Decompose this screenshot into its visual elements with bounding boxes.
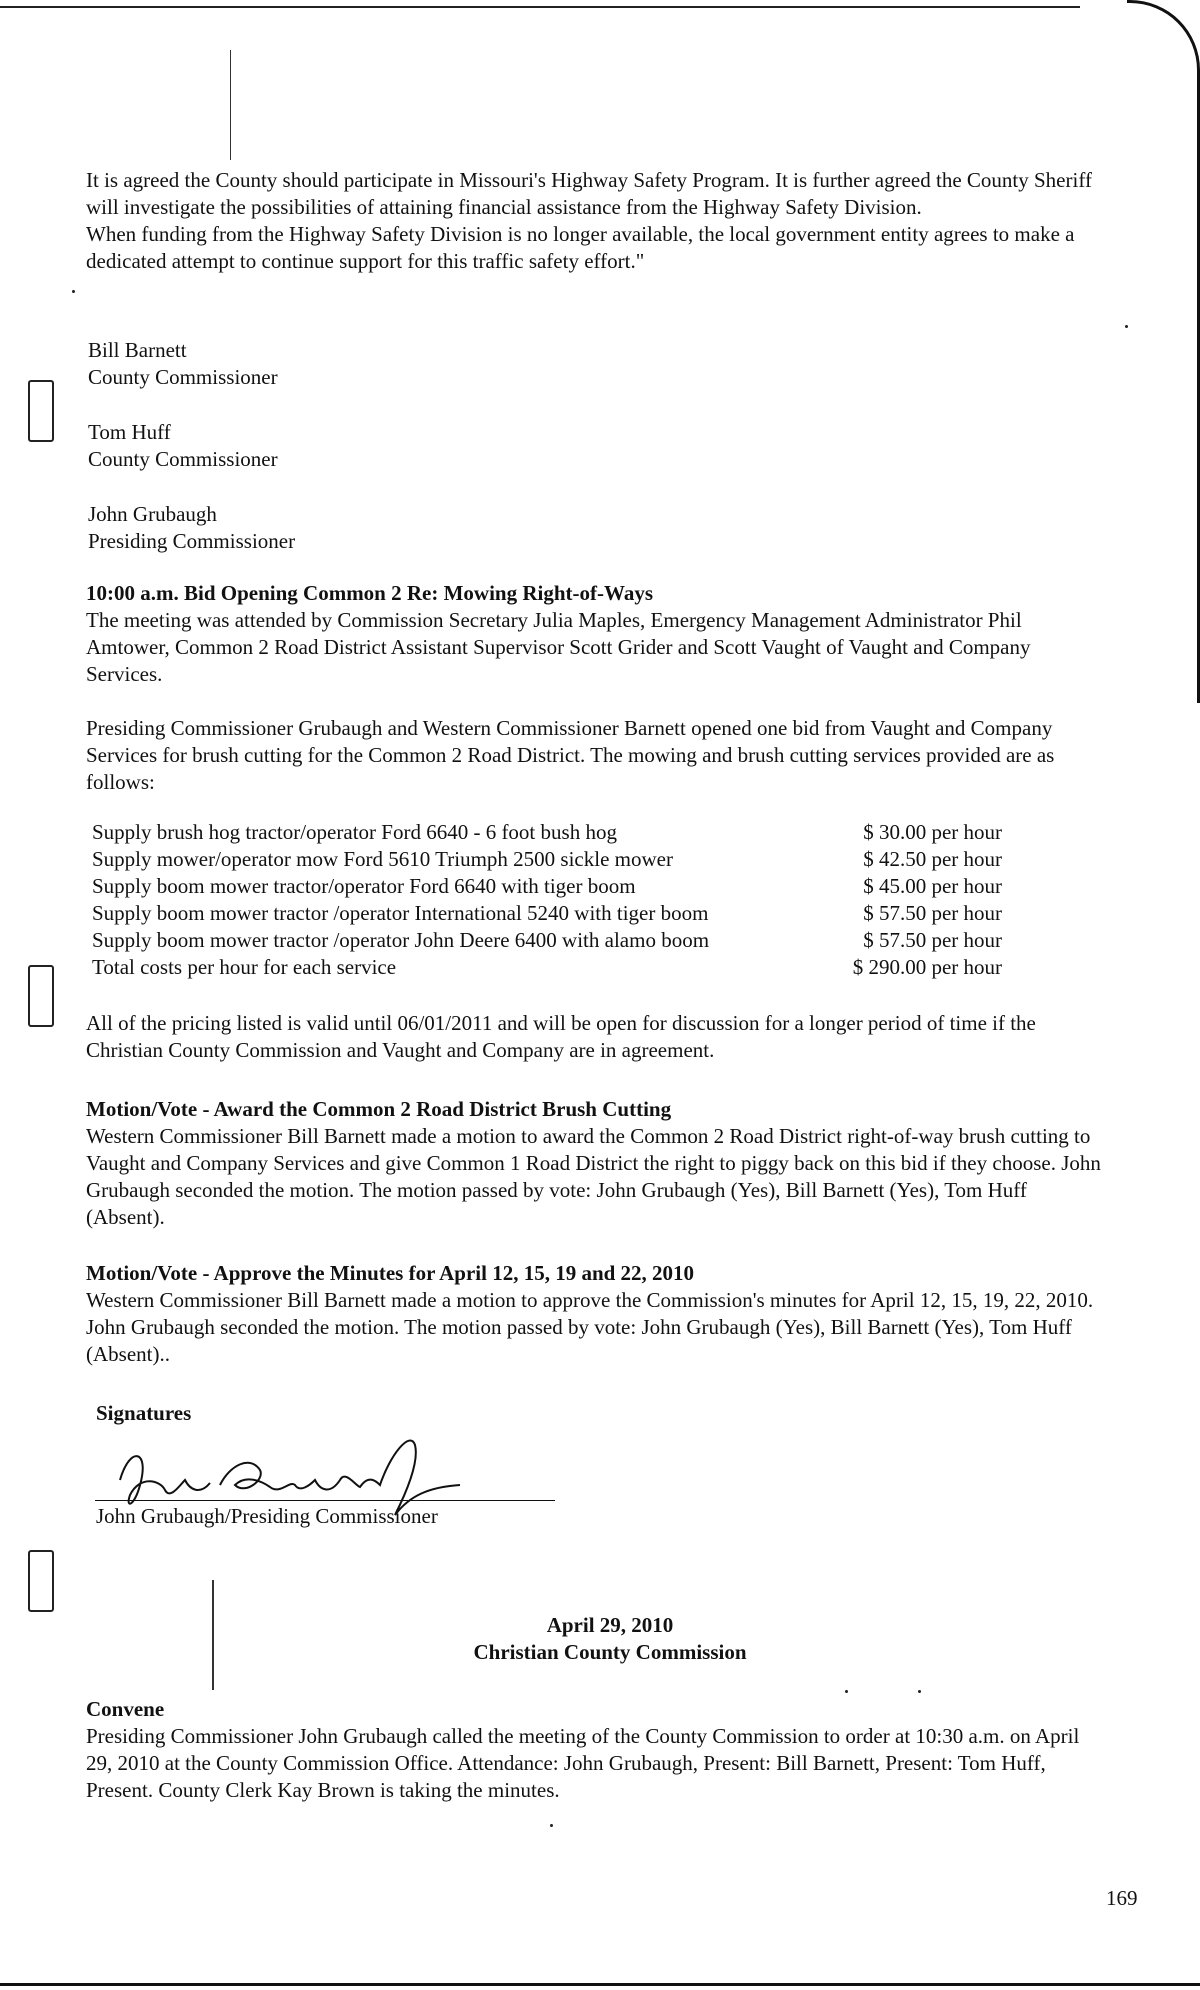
service-description: Supply boom mower tractor /operator International 5240 with tiger boom xyxy=(92,901,709,925)
service-description: Total costs per hour for each service xyxy=(92,955,397,979)
service-price: $ 45.00 per hour xyxy=(863,874,1002,898)
bid-paragraph: Presiding Commissioner Grubaugh and Western Commissioner Barnett opened one bid from Vaught and Company Services for brush cutting for the Common 2 Road District. The mowing and brush cutting services provided are as follows: xyxy=(86,716,1055,794)
commissioner-name: John Grubaugh xyxy=(88,502,217,526)
scan-right-edge xyxy=(1127,0,1200,703)
service-row xyxy=(92,901,1002,928)
intro-paragraph: It is agreed the County should participate in Missouri's Highway Safety Program. It is further agreed the County Sheriff will investigate the possibilities of attaining financial assistance from the Highway Safety Division. xyxy=(86,168,1092,219)
motion-body: Western Commissioner Bill Barnett made a motion to award the Common 2 Road District right-of-way brush cutting to Vaught and Company Services and give Common 1 Road District the right to piggy back on this bid if they choose. John Grubaugh seconded the motion. The motion passed by vote: John Grubaugh (Yes), Bill Barnett (Yes), Tom Huff (Absent). xyxy=(86,1124,1101,1229)
service-description: Supply boom mower tractor/operator Ford 6640 with tiger boom xyxy=(92,874,636,898)
commissioner-name: Tom Huff xyxy=(88,420,171,444)
commissioner-name: Bill Barnett xyxy=(88,338,187,362)
service-row xyxy=(92,820,1002,847)
intro-paragraph: When funding from the Highway Safety Division is no longer available, the local government entity agrees to make a dedicated attempt to continue support for this traffic safety effort." xyxy=(86,222,1075,273)
convene-section xyxy=(86,1696,1106,1804)
service-description: Supply brush hog tractor/operator Ford 6640 - 6 foot bush hog xyxy=(92,820,617,844)
signatures-heading: Signatures xyxy=(96,1401,192,1425)
meeting-date: April 29, 2010 xyxy=(546,1613,674,1637)
binder-hole xyxy=(28,965,54,1027)
motion-brush-section xyxy=(86,1096,1106,1231)
meeting-body-name: Christian County Commission xyxy=(473,1640,747,1664)
section-heading: Motion/Vote - Approve the Minutes for April 12, 15, 19 and 22, 2010 xyxy=(86,1261,695,1285)
convene-body: Presiding Commissioner John Grubaugh called the meeting of the County Commission to order at 10:30 a.m. on April 29, 2010 at the County Commission Office. Attendance: John Grubaugh, Present: Bill Barnett, Present: Tom Huff, Present. County Clerk Kay Brown is taking the minutes. xyxy=(86,1724,1080,1802)
service-row xyxy=(92,928,1002,955)
motion-body: Western Commissioner Bill Barnett made a motion to approve the Commission's minutes for April 12, 15, 19, 22, 2010. John Grubaugh seconded the motion. The motion passed by vote: John Grubaugh (Yes), Bill Barnett (Yes), Tom Huff (Absent).. xyxy=(86,1288,1094,1366)
scan-top-edge xyxy=(0,6,1080,8)
service-description: Supply mower/operator mow Ford 5610 Triumph 2500 sickle mower xyxy=(92,847,673,871)
section-heading: Motion/Vote - Award the Common 2 Road District Brush Cutting xyxy=(86,1097,672,1121)
service-price: $ 42.50 per hour xyxy=(863,847,1002,871)
commissioner-title: County Commissioner xyxy=(88,365,278,389)
pricing-note-text: All of the pricing listed is valid until 06/01/2011 and will be open for discussion for a longer period of time if the Christian County Commission and Vaught and Company are in agreement. xyxy=(86,1011,1036,1062)
service-price: $ 290.00 per hour xyxy=(852,955,1002,979)
attendance-paragraph: The meeting was attended by Commission Secretary Julia Maples, Emergency Management Administrator Phil Amtower, Common 2 Road District Assistant Supervisor Scott Grider and Scott Vaught of Vaught and Company Services. xyxy=(86,608,1031,686)
commissioner-block xyxy=(88,337,278,391)
bid-opening-section xyxy=(86,580,1106,796)
scan-mark xyxy=(230,50,231,160)
scan-bottom-edge xyxy=(0,1983,1200,1986)
commissioner-title: County Commissioner xyxy=(88,447,278,471)
service-row xyxy=(92,874,1002,901)
services-total-row xyxy=(92,955,1002,982)
services-table xyxy=(92,820,1002,982)
service-price: $ 57.50 per hour xyxy=(863,901,1002,925)
binder-hole xyxy=(28,1550,54,1612)
signature-line xyxy=(95,1500,555,1501)
signer-caption: John Grubaugh/Presiding Commissioner xyxy=(96,1504,438,1528)
motion-minutes-section xyxy=(86,1260,1106,1368)
service-row xyxy=(92,847,1002,874)
section-heading: 10:00 a.m. Bid Opening Common 2 Re: Mowing Right-of-Ways xyxy=(86,581,654,605)
commissioner-block xyxy=(88,419,278,473)
section-heading: Convene xyxy=(86,1697,165,1721)
intro-section xyxy=(86,167,1106,275)
commissioner-block xyxy=(88,501,295,555)
commissioner-title: Presiding Commissioner xyxy=(88,529,296,553)
page-number: 169 xyxy=(1106,1886,1138,1910)
pricing-note xyxy=(86,1010,1106,1064)
service-description: Supply boom mower tractor /operator John Deere 6400 with alamo boom xyxy=(92,928,710,952)
service-price: $ 57.50 per hour xyxy=(863,928,1002,952)
service-price: $ 30.00 per hour xyxy=(863,820,1002,844)
scan-mark xyxy=(212,1580,214,1690)
binder-hole xyxy=(28,380,54,442)
